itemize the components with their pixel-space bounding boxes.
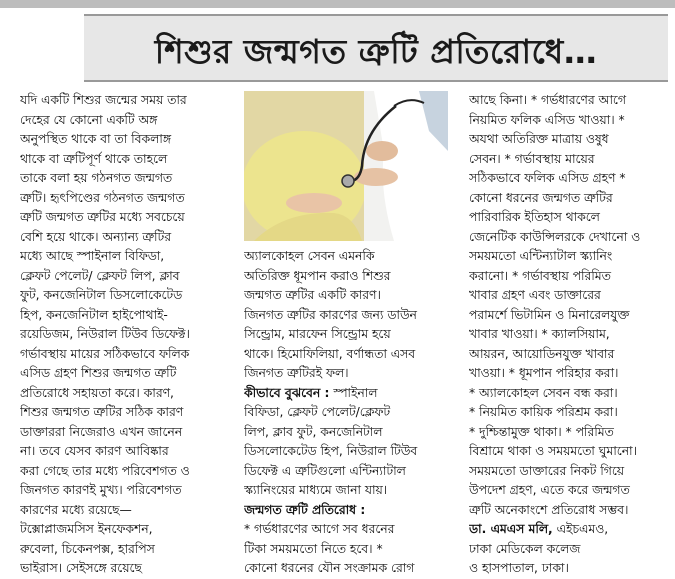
headline-banner [84,14,668,82]
text-line: * দুশ্চিন্তামুক্ত থাকা। * পরিমিত [469,424,614,439]
text-line: সিন্ড্রোম, মারফেন সিন্ড্রোম হয়ে [244,327,391,341]
article-column-2 [244,247,466,579]
text-line: * অ্যালকোহল সেবন বন্ধ করা। [469,385,618,400]
top-strip [0,0,675,8]
text-line: খাবার গ্রহণ এবং ডাক্তারের [469,288,601,302]
text-line: লিপ, ক্লাব ফুট, কনজেনিটাল [244,424,383,439]
text-line [244,384,466,404]
author-affiliation: ও হাসপাতাল, ঢাকা। [469,561,569,575]
text-line: রুবেলা, চিকেনপক্স, হারপিস [20,541,155,556]
subheading-prevention: জন্মগত ত্রুটি প্রতিরোধ : [244,502,366,517]
text-line: পারিবারিক ইতিহাস থাকলে [469,210,600,224]
text-line: বিশ্রামে থাকা ও সময়মতো ঘুমানো। [469,444,638,458]
author-affiliation: ঢাকা মেডিকেল কলেজ [469,541,581,556]
author-title: এইচএমও, [556,522,609,536]
text-line: বেশি হয়ে থাকে। অন্যান্য ত্রুটির [20,229,171,244]
article-column-3 [469,91,671,579]
text-line: বিফিডা, ক্লেফট পেলেট/ক্লেফট [244,405,391,419]
text-line: * গর্ভধারণের আগে সব ধরনের [244,522,395,536]
text-line: টক্সোপ্লাজমসিস ইনফেকশন, [20,522,153,536]
author-name: ডা. এমএস মলি, [469,522,553,536]
text-line: কোনো ধরনের যৌন সংক্রামক রোগ [244,561,415,575]
text-line: মধ্যে আছে স্পাইনাল বিফিডা, [20,249,165,263]
text-line: পরামর্শে ভিটামিন ও মিনারেলযুক্ত [469,307,630,322]
subheading-how-to-know: কীভাবে বুঝবেন : [244,385,330,400]
text-line: অতিরিক্ত ধূমপান করাও শিশুর [244,268,391,283]
text-line: থাকে বা ত্রুটিপূর্ণ থাকে তাহলে [20,151,168,166]
text-line: তাকে বলা হয় গঠনগত জন্মগত [20,171,173,185]
text-line: নিয়মিত ফলিক এসিড খাওয়া। * [469,112,625,127]
text-line: করা গেছে তার মধ্যে পরিবেশগত ও [20,463,190,478]
text-line: এসিড গ্রহণ শিশুর জন্মগত ত্রুটি [20,366,177,380]
text-line: যদি একটি শিশুর জন্মের সময় তার [20,93,187,107]
text-line: জেনেটিক কাউন্সিলরকে দেখানো ও [469,229,641,244]
text-line: ডাক্তাররা নিজেরাও এখন জানেন [20,424,183,439]
text-line: সময়মতো ডাক্তারের নিকট গিয়ে [469,463,625,478]
text-line: অ্যালকোহল সেবন এমনকি [244,249,375,263]
text-line: আছে কিনা। * গর্ভধারণের আগে [469,93,626,107]
text-line: অযথা অতিরিক্ত মাত্রায় ওষুধ [469,132,609,146]
text-line: ত্রুটি। হৃৎপিণ্ডের গঠনগত জন্মগত [20,190,185,205]
text-line: করানো। * গর্ভাবস্থায় পরিমিত [469,268,611,283]
text-line: কোনো ধরনের জন্মগত ত্রুটির [469,190,613,205]
text-line: আয়রন, আয়োডিনযুক্ত খাবার [469,346,615,361]
text-line: হিপ, কনজেনিটাল হাইপোথাই- [20,307,168,322]
text-line: স্ক্যানিংয়ের মাধ্যমে জানা যায়। [244,483,388,497]
article-column-1 [20,91,235,579]
text-line: থাকে। হিমোফিলিয়া, বর্ণান্ধতা এসব [244,346,416,361]
text-line: ফুট, কনজেনিটাল ডিসলোকেটেড [20,288,183,302]
text-line: ভাইরাস। সেইসঙ্গে রয়েছে [20,561,142,575]
text-line: শিশুর জন্মগত ত্রুটির সঠিক কারণ [20,405,184,419]
text-line: * নিয়মিত কায়িক পরিশ্রম করা। [469,405,618,419]
text-line: দেহের যে কোনো একটি অঙ্গ [20,112,158,127]
text-line: না। তবে যেসব কারণ আবিষ্কার [20,444,169,458]
text-line: কারণের মধ্যে রয়েছে— [20,502,132,517]
text-line: গর্ভাবস্থায় মায়ের সঠিকভাবে ফলিক [20,346,190,361]
text-line: জিনগত কারণই মুখ্য। পরিবেশগত [20,483,182,497]
text-line: ত্রুটি জন্মগত ত্রুটির মধ্যে সবচেয়ে [20,210,185,224]
text-line: রয়েডিজম, নিউরাল টিউব ডিফেক্ট। [20,327,190,341]
text-line: ত্রুটি অনেকাংশে প্রতিরোধ সম্ভব। [469,502,629,517]
text-line: খাওয়া। * ধূমপান পরিহার করা। [469,366,619,380]
text-line: উপদেশ গ্রহণ, এতে করে জন্মগত [469,483,630,497]
text-line: জিনগত ত্রুটিরই ফল। [244,366,349,380]
headline: শিশুর জন্মগত ত্রুটি প্রতিরোধে… [154,32,598,71]
text-line [469,520,671,540]
text-line: ডিসলোকেটেড হিপ, নিউরাল টিউব [244,444,418,458]
text-line: সময়মতো এন্টিন্যাটাল স্ক্যানিং [469,249,613,263]
text-line: খাবার খাওয়া। * ক্যালসিয়াম, [469,327,610,341]
text-line: অনুপস্থিত থাকে বা তা বিকলাঙ্গ [20,132,171,146]
text-line: প্রতিরোধে সহায়তা করে। কারণ, [20,385,174,400]
text-line: সঠিকভাবে ফলিক এসিড গ্রহণ * [469,171,626,185]
text-line: ডিফেক্ট এ ত্রুটিগুলো এন্টিন্যাটাল [244,463,406,478]
text-line: জিনগত ত্রুটির কারণের জন্য ডাউন [244,307,417,322]
text-fragment: স্পাইনাল [333,385,378,400]
text-line: ক্লেফট পেলেট/ ক্লেফট লিপ, ক্লাব [20,268,180,283]
text-line: টিকা সময়মতো নিতে হবে। * [244,541,383,556]
doctor-examining-pregnant-woman-photo [244,91,448,241]
text-line: সেবন। * গর্ভাবস্থায় মায়ের [469,151,595,166]
text-line: জন্মগত ত্রুটির একটি কারণ। [244,288,381,302]
